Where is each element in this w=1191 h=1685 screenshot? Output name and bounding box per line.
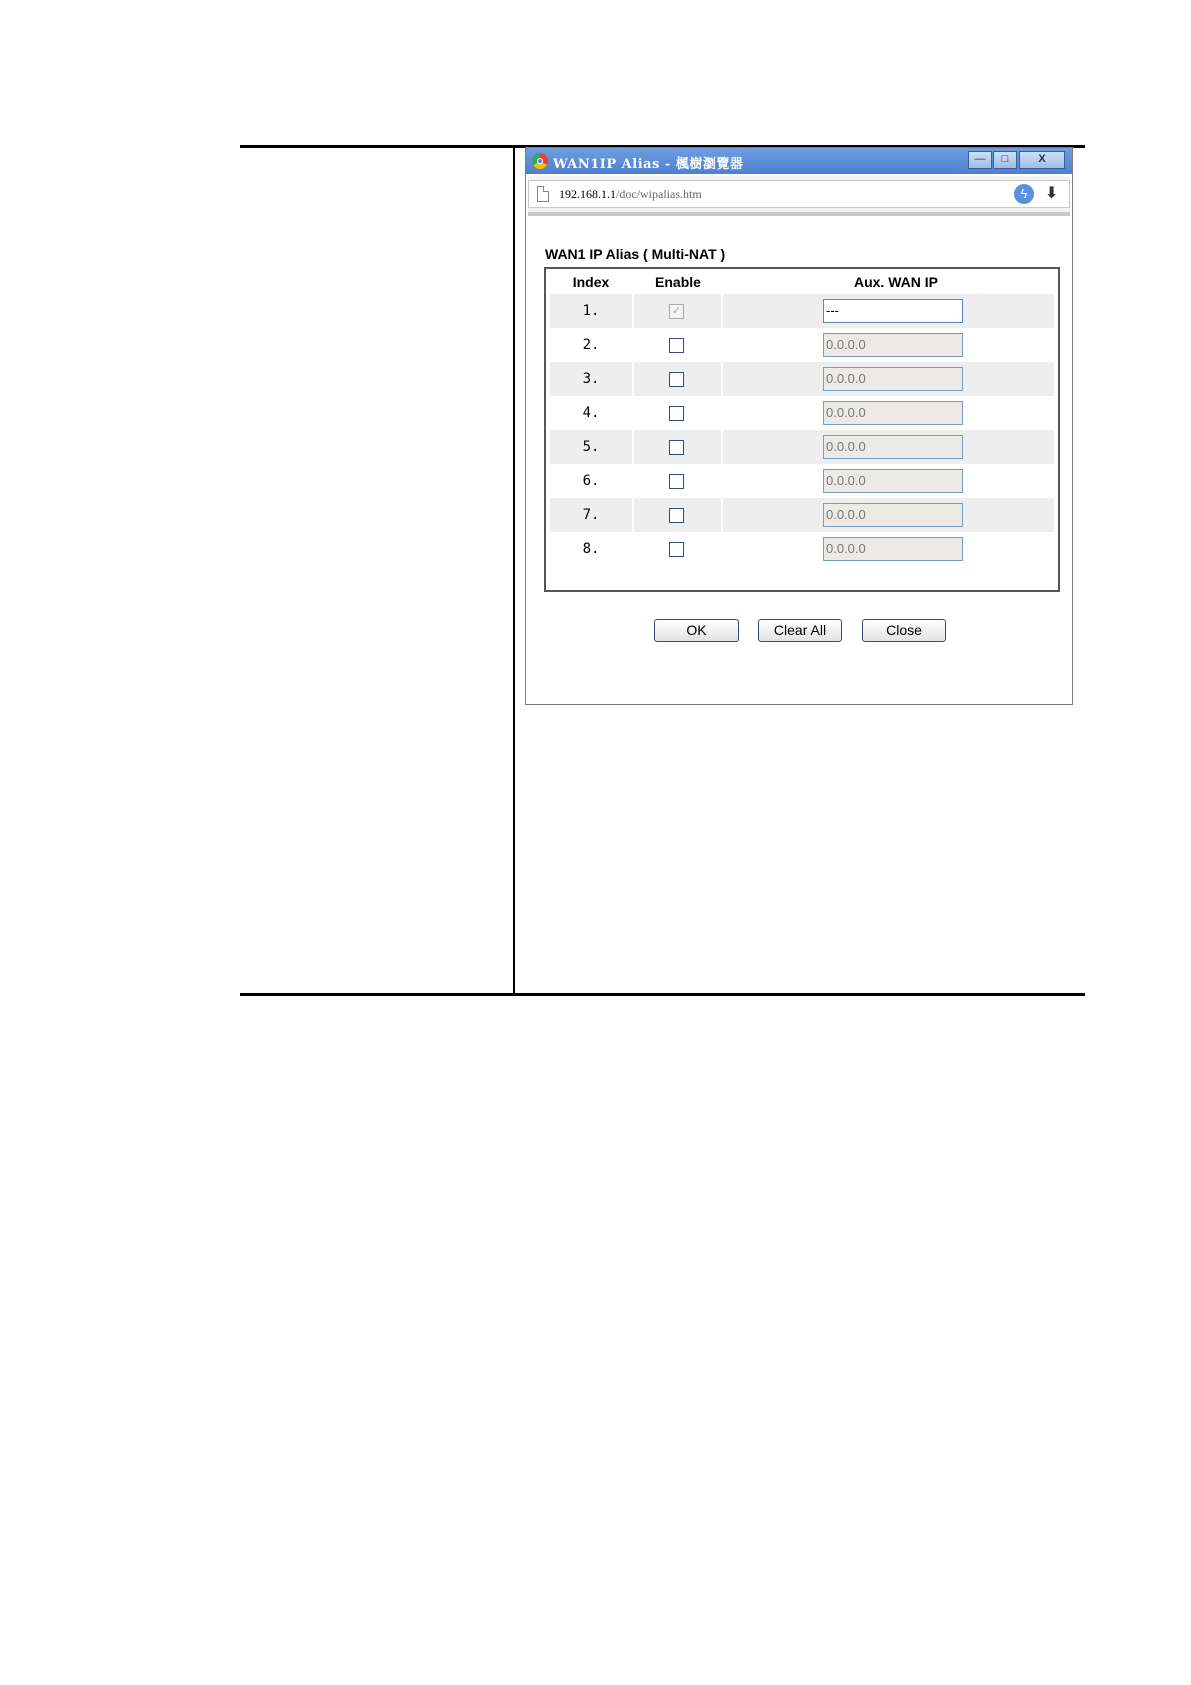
aux-wan-ip-input[interactable]: 0.0.0.0 <box>823 333 963 357</box>
browser-logo-icon <box>532 153 548 169</box>
aux-wan-ip-input[interactable]: 0.0.0.0 <box>823 401 963 425</box>
popup-window <box>525 147 1073 705</box>
clear-all-button[interactable]: Clear All <box>758 619 842 642</box>
row-index: 4. <box>582 405 600 421</box>
table-row <box>550 362 1054 396</box>
row-index: 3. <box>582 371 600 387</box>
minimize-button[interactable]: — <box>968 151 992 169</box>
lightning-icon[interactable]: ϟ <box>1014 184 1034 204</box>
table-row <box>550 294 1054 328</box>
table-row <box>550 498 1054 532</box>
aux-wan-ip-input[interactable]: 0.0.0.0 <box>823 367 963 391</box>
download-icon[interactable]: ⬇ <box>1045 185 1059 202</box>
aux-wan-ip-input[interactable]: 0.0.0.0 <box>823 537 963 561</box>
table-row <box>550 328 1054 362</box>
enable-checkbox[interactable] <box>669 338 684 353</box>
close-button[interactable]: Close <box>862 619 946 642</box>
address-bar <box>528 176 1070 213</box>
title-bar[interactable] <box>526 148 1072 174</box>
table-column-divider <box>513 146 515 994</box>
url-field[interactable] <box>528 180 1070 208</box>
row-index: 5. <box>582 439 600 455</box>
page-icon <box>537 186 549 202</box>
enable-checkbox[interactable] <box>669 406 684 421</box>
enable-checkbox[interactable]: ✓ <box>669 304 684 319</box>
column-header-index: Index <box>572 274 610 290</box>
enable-checkbox[interactable] <box>669 542 684 557</box>
maximize-button[interactable]: □ <box>993 151 1017 169</box>
ok-button[interactable]: OK <box>654 619 739 642</box>
row-index: 6. <box>582 473 600 489</box>
table-row <box>550 430 1054 464</box>
aux-wan-ip-input[interactable]: 0.0.0.0 <box>823 503 963 527</box>
toolbar-divider <box>528 212 1070 216</box>
enable-checkbox[interactable] <box>669 508 684 523</box>
url-text <box>559 187 702 202</box>
column-header-aux-wan-ip: Aux. WAN IP <box>853 274 938 290</box>
url-path: /doc/wipalias.htm <box>616 187 702 201</box>
aux-wan-ip-input[interactable]: 0.0.0.0 <box>823 435 963 459</box>
alias-table <box>544 267 1060 592</box>
url-host: 192.168.1.1 <box>559 187 616 201</box>
column-header-enable: Enable <box>655 274 701 290</box>
close-window-button[interactable]: X <box>1019 151 1065 169</box>
window-title: WAN1IP Alias - 楓樹瀏覽器 <box>553 157 744 172</box>
table-row <box>550 464 1054 498</box>
row-index: 7. <box>582 507 600 523</box>
enable-checkbox[interactable] <box>669 474 684 489</box>
page-heading: WAN1 IP Alias ( Multi-NAT ) <box>545 246 726 262</box>
row-index: 8. <box>582 541 600 557</box>
table-bottom-rule <box>240 993 1085 996</box>
table-row <box>550 396 1054 430</box>
enable-checkbox[interactable] <box>669 372 684 387</box>
table-row <box>550 532 1054 566</box>
aux-wan-ip-input[interactable]: 0.0.0.0 <box>823 469 963 493</box>
enable-checkbox[interactable] <box>669 440 684 455</box>
row-index: 1. <box>582 303 600 319</box>
aux-wan-ip-input[interactable]: --- <box>823 299 963 323</box>
row-index: 2. <box>582 337 600 353</box>
